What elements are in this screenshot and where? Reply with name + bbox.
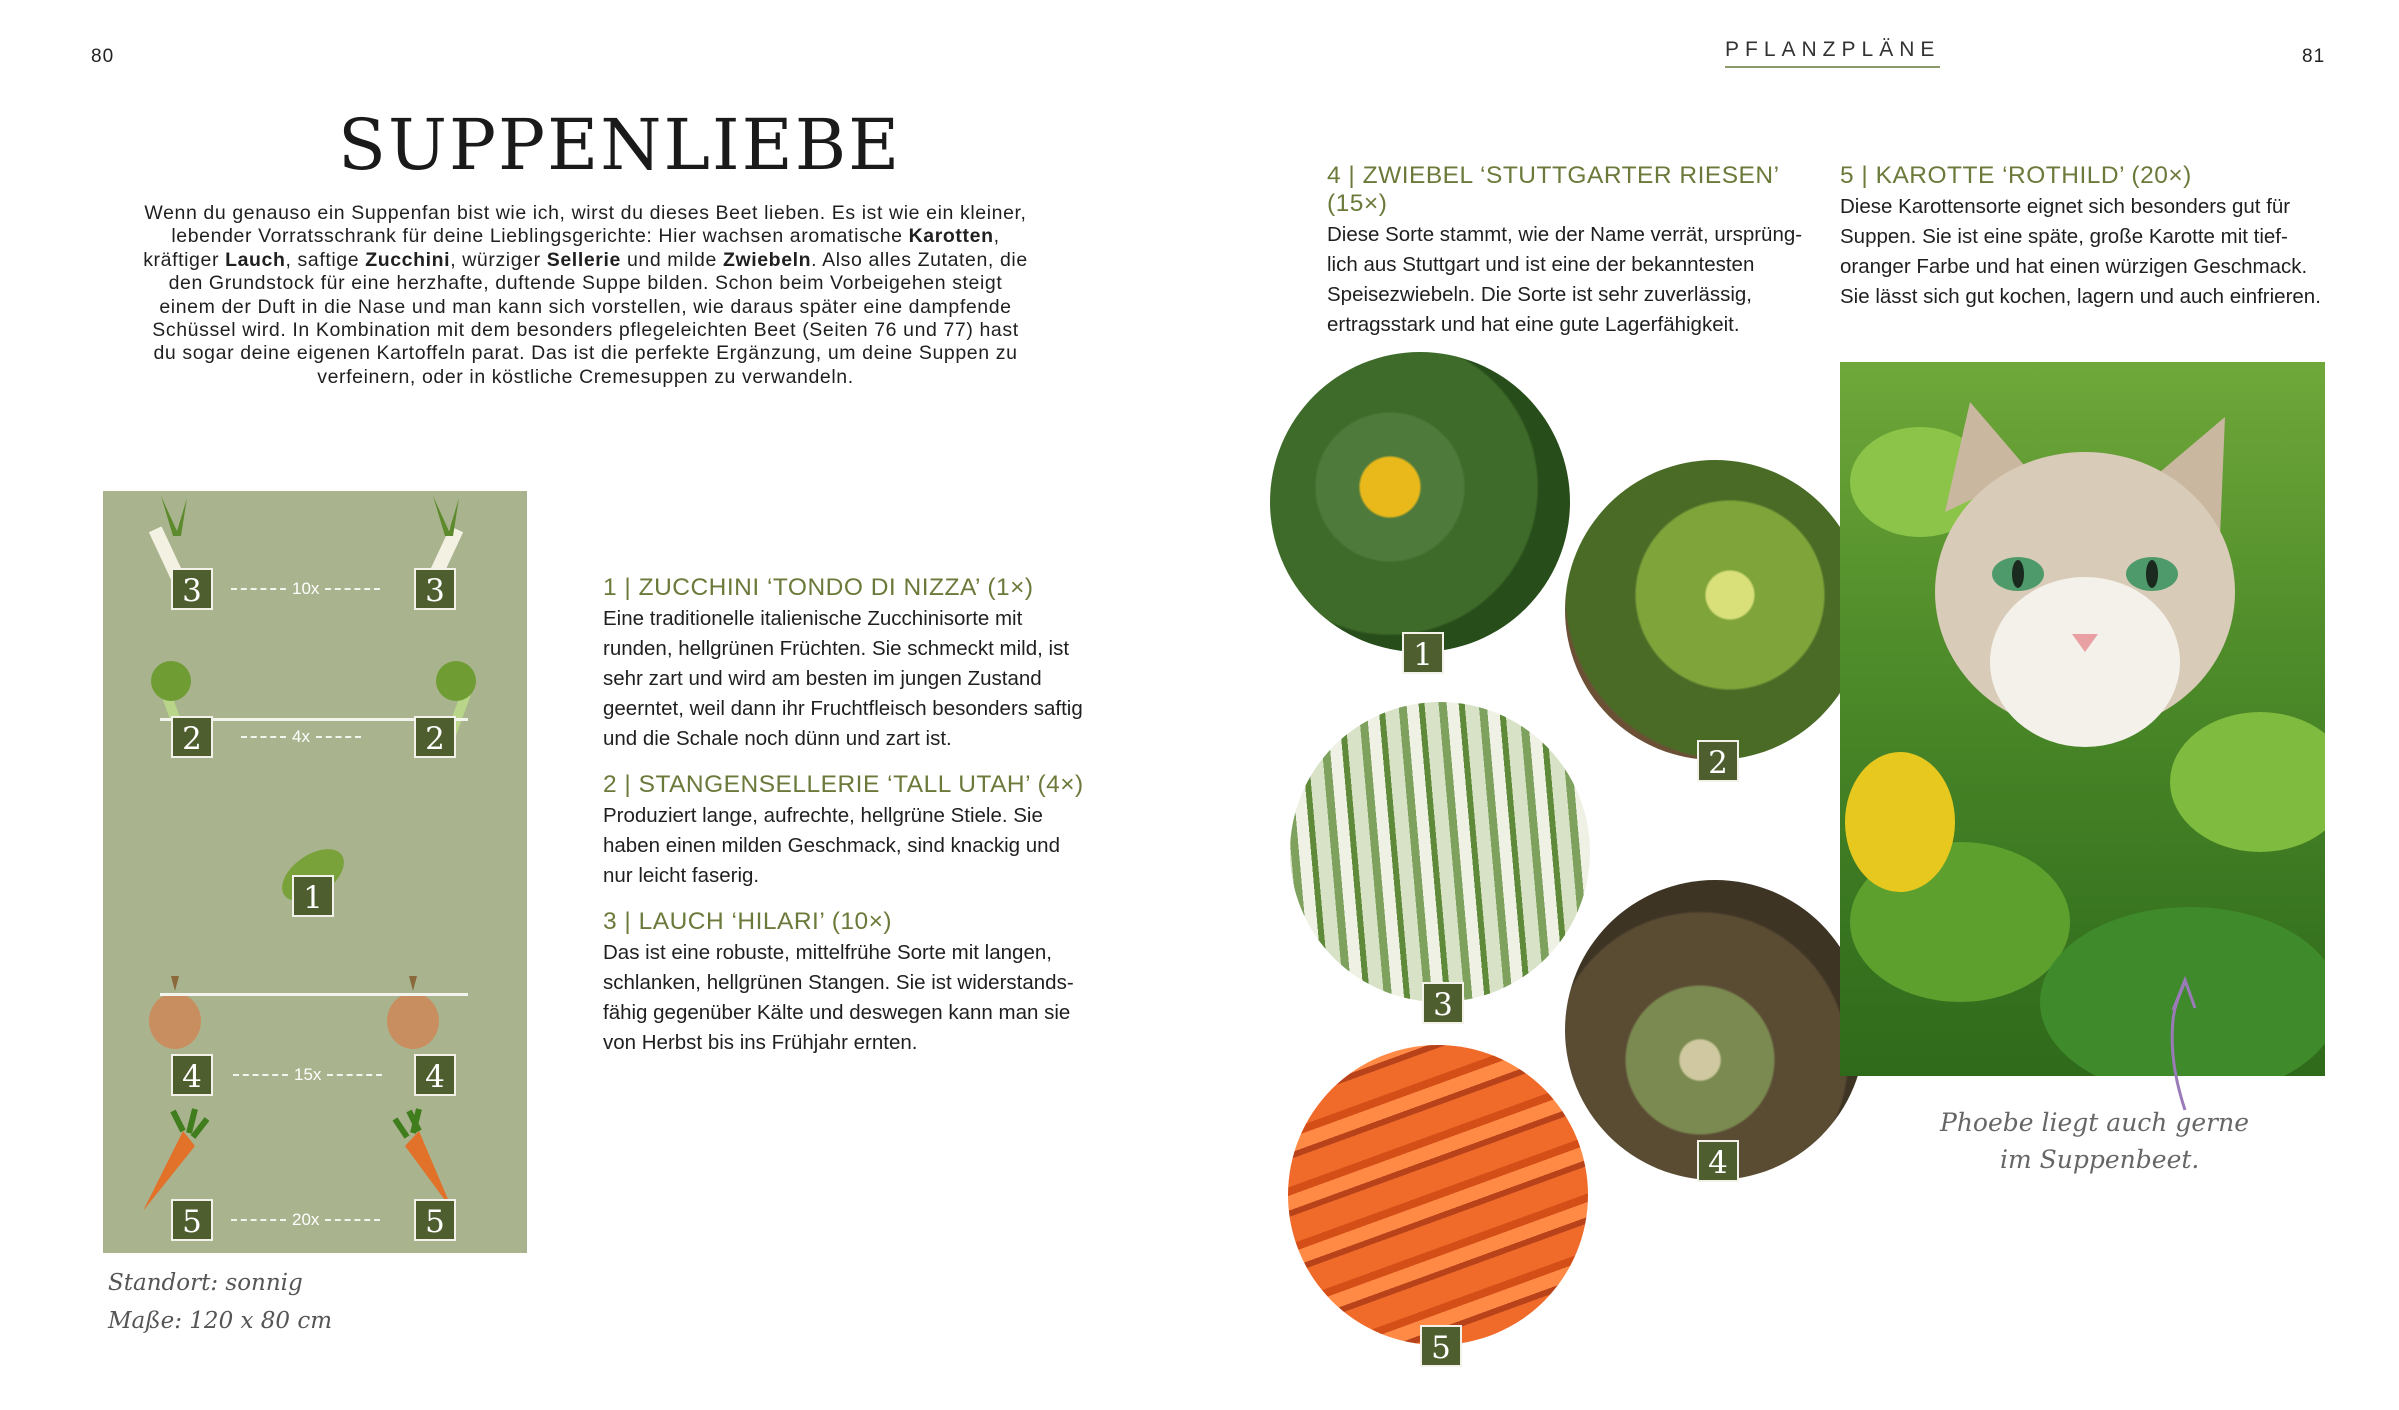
plant-text: Eine traditionelle italienische Zucchinisorte mit runden, hellgrünen Früchten. Sie schmeckt mild, ist sehr zart und wird am besten im jungen Zustand geerntet, weil dann ihr Fruchtfleisch besonders saftig und die Schale noch dünn und zart ist. (603, 607, 1083, 750)
plant-description (603, 908, 1093, 1058)
plant-description (603, 771, 1093, 891)
plant-description (1327, 162, 1832, 340)
zucchini-photo (1270, 352, 1570, 652)
row-divider (160, 993, 468, 996)
plant-text: Das ist eine robuste, mittelfrühe Sorte mit langen, schlanken, hellgrünen Stangen. Sie ist widerstands-fähig gegenüber Kälte und deswegen kann man sie von Herbst bis ins Frühjahr ernten. (603, 941, 1074, 1054)
celery-photo (1565, 460, 1865, 760)
bed-plant-illustrations (103, 491, 527, 1253)
onion-icon (387, 976, 439, 1049)
spacing-label: 4x (241, 727, 361, 747)
bed-marker: 4 (414, 1054, 456, 1096)
intro-paragraph: Wenn du genauso ein Suppenfan bist wie ich, wirst du dieses Beet lieben. Es ist wie ein kleiner, lebender Vorratsschrank für deine Lieblingsgerichte: Hier wachsen aromatische Karotten, kräftiger Lauch, saftige Zucchini, würziger Sellerie und milde Zwiebeln. Also alles Zutaten, die den Grundstock für eine herzhafte, duftende Suppe bilden. Schon beim Vorbeigehen steigt einem der Duft in die Nase und man kann sich vorstellen, wie daraus später eine dampfende Schüssel wird. In Kombination mit dem besonders pflegeleichten Beet (Seiten 76 und 77) hast du sogar deine eigenen Kartoffeln parat. Das ist die perfekte Ergänzung, um deine Suppen zu verfeinern, oder in köstliche Cremesuppen zu verwandeln. (143, 202, 1028, 388)
photo-marker: 2 (1697, 740, 1739, 782)
photo-marker: 1 (1402, 632, 1444, 674)
page-title: SUPPENLIEBE (338, 104, 902, 186)
plant-description (603, 574, 1093, 754)
photo-caption-line2: im Suppenbeet. (2000, 1145, 2200, 1174)
cat-photo (1840, 362, 2325, 1076)
arrow-icon (2155, 970, 2215, 1120)
plant-heading: 2 | STANGENSELLERIE ‘TALL UTAH’ (4×) (603, 771, 1084, 798)
carrot-icon (143, 1109, 207, 1211)
location-note: Standort: sonnig (108, 1270, 303, 1296)
carrot-icon (395, 1109, 453, 1211)
photo-marker: 4 (1697, 1140, 1739, 1182)
plant-text: Diese Sorte stammt, wie der Name verrät, ursprüng-lich aus Stuttgart und ist eine der bekanntesten Speisezwiebeln. Die Sorte ist sehr zuverlässig, ertragsstark und hat eine gute Lagerfähigkeit. (1327, 223, 1803, 336)
plant-heading: 4 | ZWIEBEL ‘STUTTGARTER RIESEN’ (15×) (1327, 162, 1779, 217)
photo-marker: 3 (1422, 982, 1464, 1024)
page-number-left: 80 (91, 46, 115, 67)
bed-marker: 2 (414, 716, 456, 758)
size-note: Maße: 120 x 80 cm (108, 1308, 333, 1334)
spacing-label: 15x (233, 1065, 382, 1085)
bed-marker: 5 (414, 1199, 456, 1241)
bed-marker: 3 (414, 568, 456, 610)
plant-heading: 3 | LAUCH ‘HILARI’ (10×) (603, 908, 893, 935)
bed-marker: 2 (171, 716, 213, 758)
plant-heading: 5 | KAROTTE ‘ROTHILD’ (20×) (1840, 162, 2192, 189)
bed-marker: 3 (171, 568, 213, 610)
spacing-label: 10x (231, 579, 380, 599)
cat-icon (1840, 362, 2325, 1076)
plant-heading: 1 | ZUCCHINI ‘TONDO DI NIZZA’ (1×) (603, 574, 1034, 601)
leek-photo (1290, 702, 1590, 1002)
running-head: PFLANZPLÄNE (1725, 38, 1940, 68)
photo-marker: 5 (1420, 1325, 1462, 1367)
plant-text: Produziert lange, aufrechte, hellgrüne Stiele. Sie haben einen milden Geschmack, sind knackig und nur leicht faserig. (603, 804, 1060, 887)
plant-description (1840, 162, 2340, 312)
photo-caption-line1: Phoebe liegt auch gerne (1940, 1108, 2249, 1137)
bed-marker: 4 (171, 1054, 213, 1096)
onion-icon (149, 976, 201, 1049)
onion-photo (1565, 880, 1865, 1180)
plant-text: Diese Karottensorte eignet sich besonders gut für Suppen. Sie ist eine späte, große Karotte mit tief-oranger Farbe und hat einen würzigen Geschmack. Sie lässt sich gut kochen, lagern und auch einfrieren. (1840, 195, 2321, 308)
spacing-label: 20x (231, 1210, 380, 1230)
bed-marker: 1 (292, 875, 334, 917)
page-number-right: 81 (2302, 46, 2326, 67)
bed-plan (103, 491, 527, 1253)
carrot-photo (1288, 1045, 1588, 1345)
bed-marker: 5 (171, 1199, 213, 1241)
